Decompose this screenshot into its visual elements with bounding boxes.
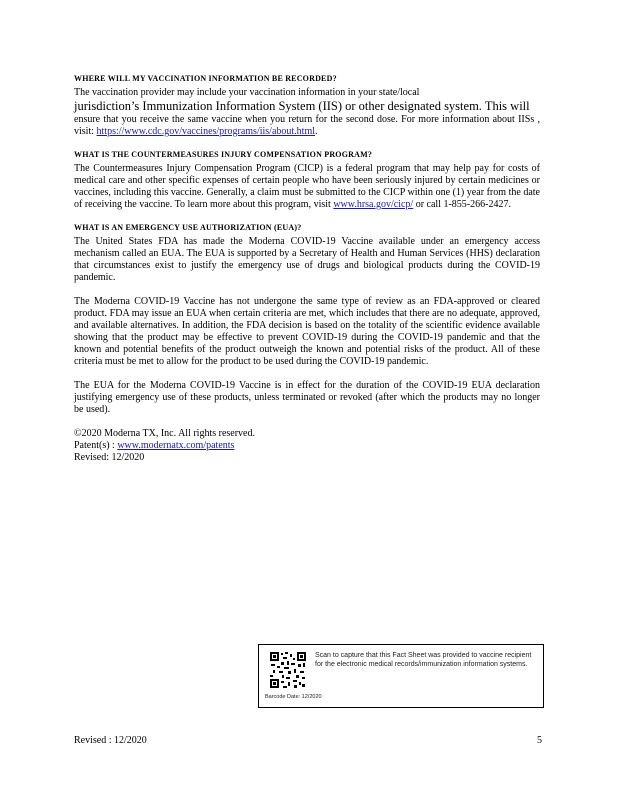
barcode-date: Barcode Date: 12/2020 [265, 694, 322, 700]
section-paragraph: The United States FDA has made the Moderna COVID-19 Vaccine available under an emergency access mechanism called an EUA. The EUA is supported by a Secretary of Health and Human Services (HHS) declaration that circumstances exist to justify the emergency use of drugs and biological products during the COVID-19 pandemic. [74, 236, 540, 283]
section-heading: WHERE WILL MY VACCINATION INFORMATION BE RECORDED? [74, 74, 337, 83]
qr-code-icon [269, 651, 307, 689]
document-meta [74, 428, 540, 464]
iis-link[interactable]: https://www.cdc.gov/vaccines/programs/iis/about.html [96, 126, 315, 137]
patent-label: Patent(s) : [74, 440, 115, 451]
section-eua [74, 223, 540, 284]
section-paragraph [74, 163, 540, 211]
section-paragraph: The EUA for the Moderna COVID-19 Vaccine is in effect for the duration of the COVID-19 EUA declaration justifying emergency use of these products, unless terminated or revoked (after which the products may no longer be used). [74, 380, 540, 415]
barcode-box [258, 644, 544, 708]
copyright-text: ©2020 Moderna TX, Inc. All rights reserved. [74, 428, 255, 439]
paragraph-text: The Countermeasures Injury Compensation Program (CICP) is a federal program that may help pay for costs of medical care and other specific expenses of certain people who have been seriously injured by certain medicines or vaccines, including this vaccine. Generally, a claim must be submitted to the CICP within one (1) year from the date of receiving the vaccine. To learn more about this program, visit [74, 163, 540, 210]
page-number: 5 [537, 735, 542, 746]
paragraph-line: jurisdiction’s Immunization Information System (IIS) or other designated system. This will [74, 99, 530, 113]
patents-link[interactable]: www.modernatx.com/patents [117, 440, 235, 451]
paragraph-end: . [315, 126, 318, 137]
document-body [74, 74, 540, 464]
section-heading: WHAT IS AN EMERGENCY USE AUTHORIZATION (EUA)? [74, 223, 302, 232]
paragraph-line: The vaccination provider may include your vaccination information in your state/local [74, 87, 420, 98]
paragraph-end: or call 1-855-266-2427. [415, 199, 511, 210]
paragraph-line: ensure that you receive the same vaccine when you return for the second dose. For more information about IISs , visit: [74, 114, 540, 137]
revised-text: Revised: 12/2020 [74, 452, 145, 463]
section-heading: WHAT IS THE COUNTERMEASURES INJURY COMPENSATION PROGRAM? [74, 150, 373, 159]
section-paragraph [74, 87, 540, 138]
section-paragraph: The Moderna COVID-19 Vaccine has not undergone the same type of review as an FDA-approved or cleared product. FDA may issue an EUA when certain criteria are met, which includes that there are no adequate, approved, and available alternatives. In addition, the FDA decision is based on the totality of the scientific evidence available showing that the product may be effective to prevent COVID-19 during the COVID-19 pandemic and that the known and potential benefits of the product outweigh the known and potential risks of the product. All of these criteria must be met to allow for the product to be used during the COVID-19 pandemic. [74, 296, 540, 367]
footer-revised: Revised : 12/2020 [74, 735, 147, 746]
barcode-instructions: Scan to capture that this Fact Sheet was provided to vaccine recipient for the electronic medical records/immunization information systems. [315, 652, 532, 668]
section-eua-duration [74, 380, 540, 416]
section-vaccination-record [74, 74, 540, 138]
section-eua-review [74, 296, 540, 368]
section-cicp [74, 150, 540, 211]
patent-line [74, 440, 540, 452]
cicp-link[interactable]: www.hrsa.gov/cicp/ [333, 199, 414, 210]
